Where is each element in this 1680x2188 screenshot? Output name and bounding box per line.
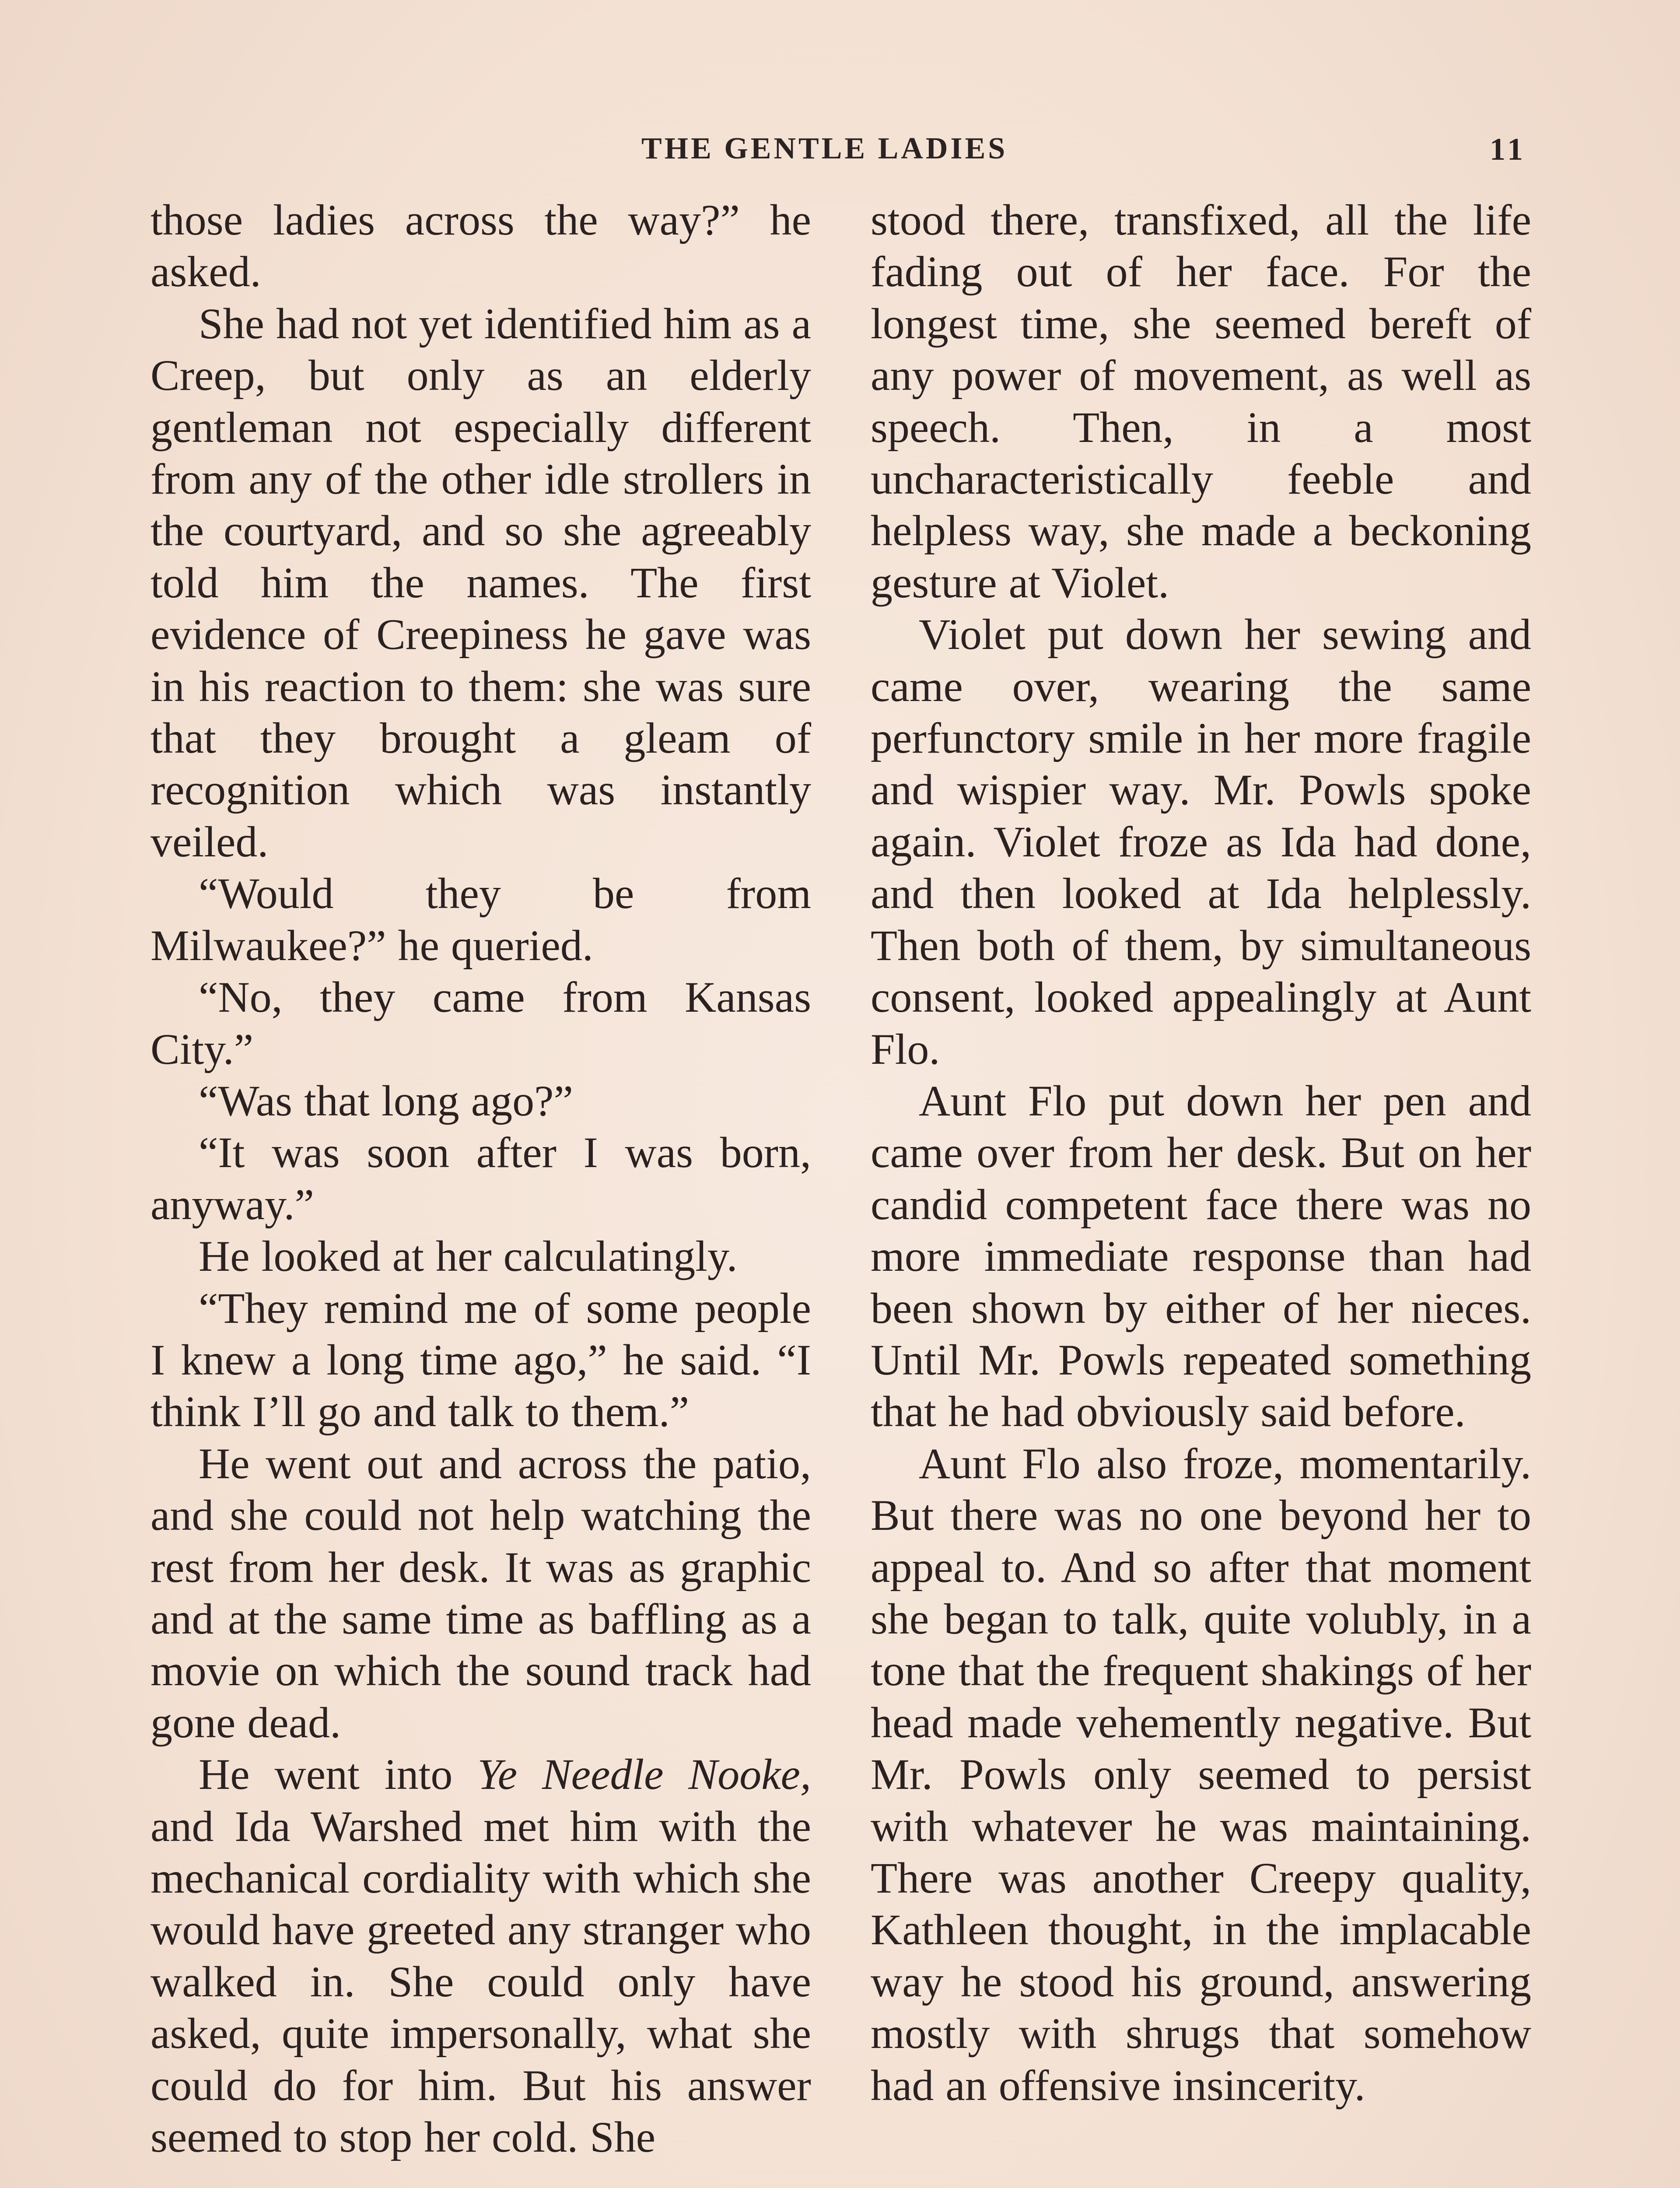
paragraph: He went out and across the patio, and she could not help watching the rest from her desk. It was as graphic and at the same time as baffling as a movie on which the sound track had gone dead. — [150, 1439, 811, 1747]
paragraph: He looked at her calculatingly. — [199, 1232, 738, 1281]
paragraph: “No, they came from Kansas City.” — [150, 973, 811, 1073]
right-text-column — [871, 194, 1531, 2111]
paragraph: “Was that long ago?” — [199, 1076, 573, 1125]
paragraph-text: He went into — [199, 1750, 478, 1799]
paragraph: those ladies across the way?” he asked. — [150, 196, 811, 296]
page-number: 11 — [1490, 132, 1527, 167]
paragraph: Aunt Flo also froze, momentarily. But there was no one beyond her to appeal to. And so after that moment she began to talk, quite volubly, in a tone that the frequent shakings of her head made vehemently negative. But Mr. Powls only seemed to persist with whatever he was maintaining. There was another Creepy quality, Kathleen thought, in the implacable way he stood his ground, answering mostly with shrugs that somehow had an offensive insincerity. — [871, 1439, 1531, 2110]
paragraph: Violet put down her sewing and came over, wearing the same perfunctory smile in her more fragile and wispier way. Mr. Powls spoke again. Violet froze as Ida had done, and then looked at Ida helplessly. Then both of them, by simultaneous consent, looked appealingly at Aunt Flo. — [871, 610, 1531, 1073]
running-head-title: THE GENTLE LADIES — [641, 132, 1008, 165]
paragraph: “It was soon after I was born, anyway.” — [150, 1128, 811, 1229]
left-text-column — [150, 194, 811, 2163]
paragraph-text: and Ida Warshed met him with the mechanical cordiality with which she would have greeted any stranger who walked in. She could only have asked, quite impersonally, what she could do for him. But his answer seemed to stop her cold. She — [150, 1802, 811, 2162]
paragraph — [150, 1749, 811, 2163]
paragraph: Aunt Flo put down her pen and came over from her desk. But on her candid competent face there was no more immediate response than had been shown by either of her nieces. Until Mr. Powls repeated something that he had obviously said before. — [871, 1076, 1531, 1436]
paragraph: “Would they be from Milwaukee?” he queried. — [150, 869, 811, 970]
paragraph: “They remind me of some people I knew a long time ago,” he said. “I think I’ll go and talk to them.” — [150, 1283, 811, 1436]
shop-name-italic: Ye Needle Nooke, — [477, 1750, 811, 1799]
paragraph: stood there, transfixed, all the life fading out of her face. For the longest time, she seemed bereft of any power of movement, as well as speech. Then, in a most uncharacteristically feeble and helpless way, she made a beckoning gesture at Violet. — [871, 196, 1531, 607]
paragraph: She had not yet identified him as a Creep, but only as an elderly gentleman not especially different from any of the other idle strollers in the courtyard, and so she agreeably told him the names. The first evidence of Creepiness he gave was in his reaction to them: she was sure that they brought a gleam of recognition which was instantly veiled. — [150, 299, 811, 866]
